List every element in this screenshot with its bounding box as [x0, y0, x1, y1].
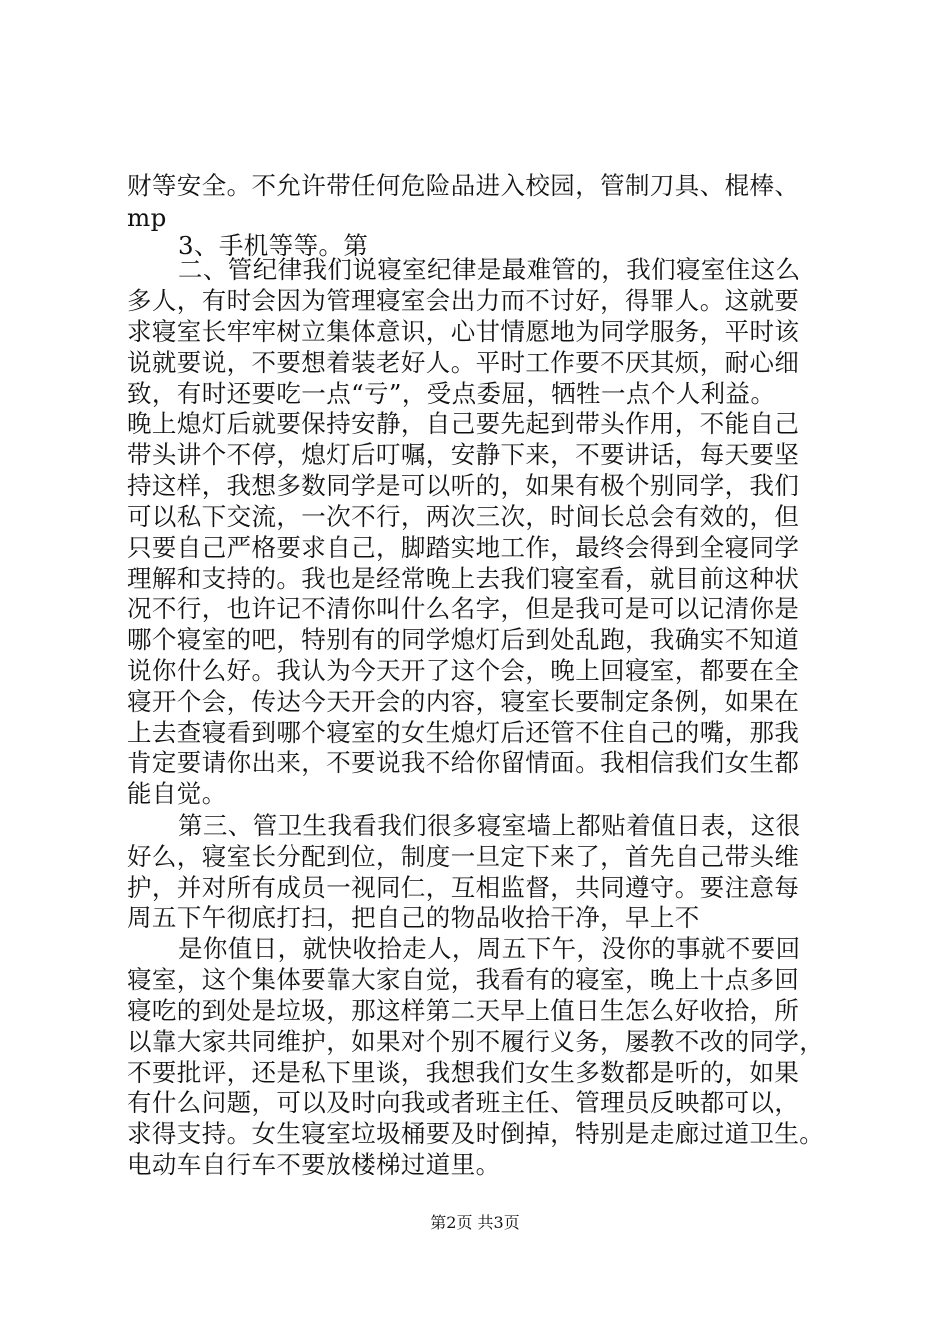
text-line: 上去查寝看到哪个寝室的女生熄灯后还管不住自己的嘴，那我	[127, 718, 800, 747]
text-line: 说就要说，不要想着装老好人。平时工作要不厌其烦，耐心细	[127, 348, 800, 377]
text-line: 晚上熄灯后就要保持安静，自己要先起到带头作用，不能自己	[127, 409, 800, 438]
text-line: 寝吃的到处是垃圾，那这样第二天早上值日生怎么好收拾，所	[127, 996, 800, 1025]
text-line: 肯定要请你出来，不要说我不给你留情面。我相信我们女生都	[127, 748, 800, 777]
page-number-footer: 第2页 共3页	[430, 1213, 520, 1232]
text-line: 况不行，也许记不清你叫什么名字，但是我可是可以记清你是	[127, 594, 800, 623]
text-line: 3、手机等等。第	[178, 231, 369, 260]
text-line: 是你值日，就快收拾走人，周五下午，没你的事就不要回	[178, 934, 801, 963]
text-line: 第三、管卫生我看我们很多寝室墙上都贴着值日表，这很	[178, 811, 801, 840]
text-line: 寝开个会，传达今天开会的内容，寝室长要制定条例，如果在	[127, 687, 800, 716]
text-line: 理解和支持的。我也是经常晚上去我们寝室看，就目前这种状	[127, 564, 800, 593]
text-line: 周五下午彻底打扫，把自己的物品收拾干净，早上不	[127, 903, 700, 932]
text-line: 以靠大家共同维护，如果对个别不履行义务，屡教不改的同学，	[127, 1027, 825, 1056]
text-line: 能自觉。	[127, 779, 227, 808]
text-line: 带头讲个不停，熄灯后叮嘱，安静下来，不要讲话，每天要坚	[127, 440, 800, 469]
text-line: 多人，有时会因为管理寝室会出力而不讨好，得罪人。这就要	[127, 286, 800, 315]
text-line: 求寝室长牢牢树立集体意识，心甘情愿地为同学服务，平时该	[127, 317, 800, 346]
text-line: 求得支持。女生寝室垃圾桶要及时倒掉，特别是走廊过道卫生。	[127, 1119, 825, 1148]
text-line: 好么，寝室长分配到位，制度一旦定下来了，首先自己带头维	[127, 842, 800, 871]
text-line: 护，并对所有成员一视同仁，互相监督，共同遵守。要注意每	[127, 873, 800, 902]
text-line: 哪个寝室的吧，特别有的同学熄灯后到处乱跑，我确实不知道	[127, 625, 800, 654]
text-line: 二、管纪律我们说寝室纪律是最难管的，我们寝室住这么	[178, 255, 801, 284]
text-line: 只要自己严格要求自己，脚踏实地工作，最终会得到全寝同学	[127, 533, 800, 562]
text-line: mp	[127, 203, 167, 232]
text-line: 可以私下交流，一次不行，两次三次，时间长总会有效的，但	[127, 502, 800, 531]
text-line: 寝室，这个集体要靠大家自觉，我看有的寝室，晚上十点多回	[127, 965, 800, 994]
text-line: 说你什么好。我认为今天开了这个会，晚上回寝室，都要在全	[127, 656, 800, 685]
text-line: 持这样，我想多数同学是可以听的，如果有极个别同学，我们	[127, 471, 800, 500]
text-line: 财等安全。不允许带任何危险品进入校园，管制刀具、棍棒、	[127, 171, 800, 200]
text-line: 致，有时还要吃一点“亏”，受点委屈，牺牲一点个人利益。	[127, 379, 776, 408]
text-line: 电动车自行车不要放楼梯过道里。	[127, 1150, 501, 1179]
text-line: 不要批评，还是私下里谈，我想我们女生多数都是听的，如果	[127, 1058, 800, 1087]
text-line: 有什么问题，可以及时向我或者班主任、管理员反映都可以，	[127, 1088, 800, 1117]
